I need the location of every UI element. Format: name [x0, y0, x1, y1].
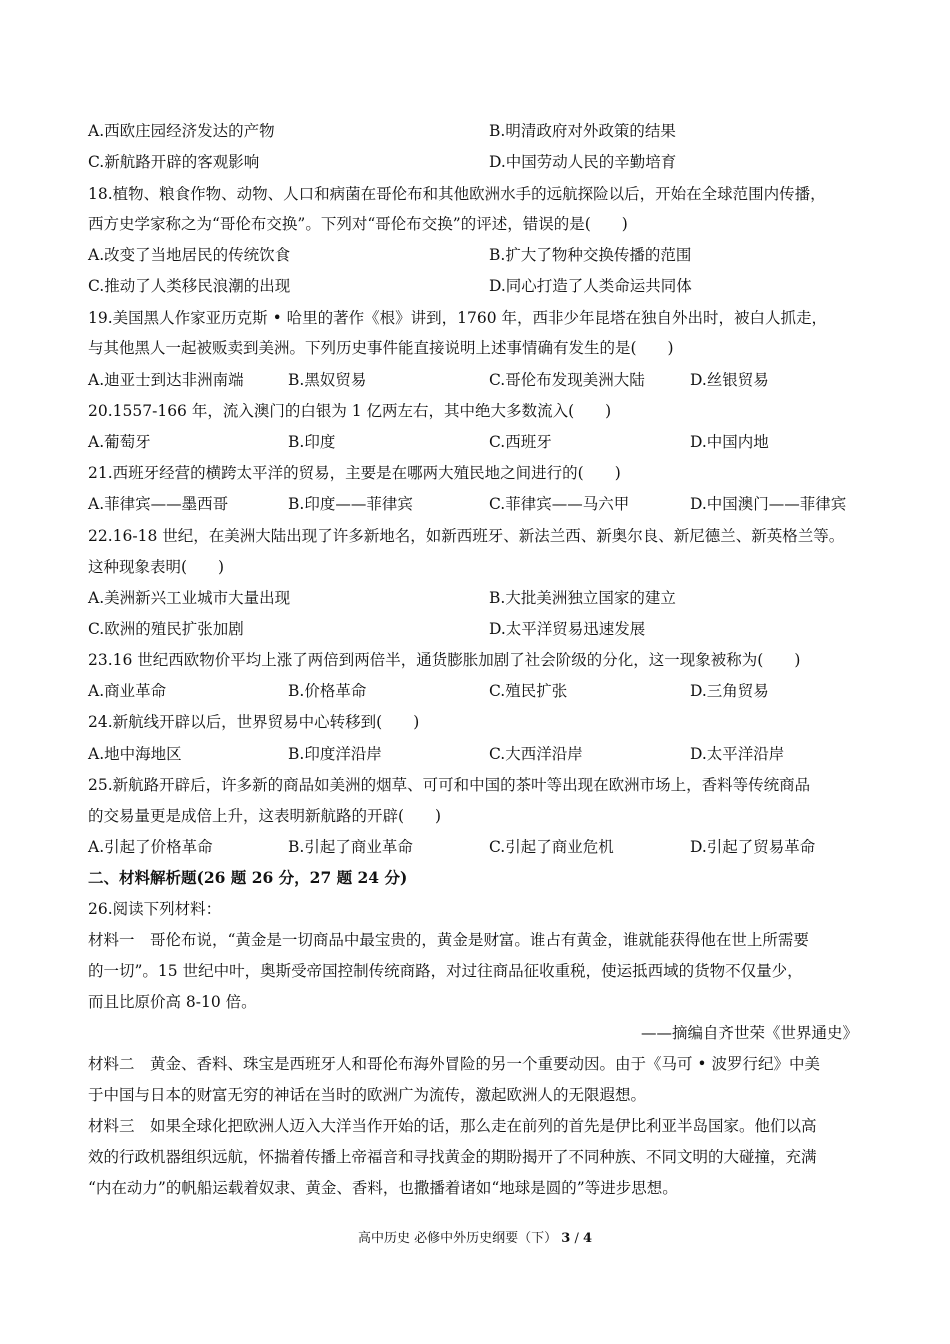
- footer-title: 高中历史 必修中外历史纲要（下）: [357, 1231, 558, 1246]
- q20-option-a: A.葡萄牙: [88, 433, 151, 451]
- q23-option-b: B.价格革命: [288, 682, 367, 700]
- q19-option-c: C.哥伦布发现美洲大陆: [489, 371, 645, 389]
- q18-option-a: A.改变了当地居民的传统饮食: [88, 246, 291, 264]
- q26-material1-line1: 材料一 哥伦布说，“黄金是一切商品中最宝贵的，黄金是财富。谁占有黄金，谁就能获得他在世上所需要: [88, 931, 809, 949]
- q24-option-a: A.地中海地区: [88, 745, 182, 763]
- q19-stem-line2: 与其他黑人一起被贩卖到美洲。下列历史事件能直接说明上述事情确有发生的是( ): [88, 339, 674, 357]
- q25-option-a: A.引起了价格革命: [88, 838, 213, 856]
- q18-option-c: C.推动了人类移民浪潮的出现: [88, 277, 291, 295]
- q18-stem-line2: 西方史学家称之为“哥伦布交换”。下列对“哥伦布交换”的评述，错误的是( ): [88, 215, 628, 233]
- q26-intro: 26.阅读下列材料：: [88, 900, 222, 918]
- q26-material1-line3: 而且比原价高 8-10 倍。: [88, 993, 257, 1011]
- q26-material2-line2: 于中国与日本的财富无穷的神话在当时的欧洲广为流传，激起欧洲人的无限遐想。: [88, 1086, 647, 1104]
- q20-option-c: C.西班牙: [489, 433, 552, 451]
- q22-option-c: C.欧洲的殖民扩张加剧: [88, 620, 244, 638]
- q25-option-d: D.引起了贸易革命: [690, 838, 816, 856]
- q19-option-a: A.迪亚士到达非洲南端: [88, 371, 244, 389]
- page-separator: /: [570, 1231, 583, 1246]
- q19-option-d: D.丝银贸易: [690, 371, 769, 389]
- q22-stem-line1: 22.16-18 世纪，在美洲大陆出现了许多新地名，如新西班牙、新法兰西、新奥尔良、新尼德兰、新英格兰等。: [88, 527, 845, 545]
- page-total: 4: [582, 1231, 593, 1246]
- q19-option-b: B.黑奴贸易: [288, 371, 367, 389]
- q21-option-a: A.菲律宾——墨西哥: [88, 495, 229, 513]
- section-heading: 二、材料解析题(26 题 26 分，27 题 24 分): [88, 868, 408, 887]
- q21-option-d: D.中国澳门——菲律宾: [690, 495, 847, 513]
- q26-material3-line1: 材料三 如果全球化把欧洲人迈入大洋当作开始的话，那么走在前列的首先是伊比利亚半岛国家。他们以高: [88, 1117, 817, 1135]
- q20-stem: 20.1557-166 年，流入澳门的白银为 1 亿两左右，其中绝大多数流入( ): [88, 402, 612, 420]
- q25-stem-line2: 的交易量更是成倍上升，这表明新航路的开辟( ): [88, 807, 442, 825]
- q26-material2-line1: 材料二 黄金、香料、珠宝是西班牙人和哥伦布海外冒险的另一个重要动因。由于《马可 • 波罗行纪》中美: [88, 1055, 821, 1073]
- q26-material1-source: ——摘编自齐世荣《世界通史》: [640, 1024, 858, 1042]
- q26-material3-line3: “内在动力”的帆船运载着奴隶、黄金、香料，也撒播着诸如“地球是圆的”等进步思想。: [88, 1179, 678, 1197]
- q19-stem-line1: 19.美国黑人作家亚历克斯 • 哈里的著作《根》讲到，1760 年，西非少年昆塔在独自外出时，被白人抓走，: [88, 309, 828, 327]
- q20-option-d: D.中国内地: [690, 433, 769, 451]
- q17-option-c: C.新航路开辟的客观影响: [88, 153, 260, 171]
- page-footer: [0, 1227, 950, 1246]
- q21-option-c: C.菲律宾——马六甲: [489, 495, 630, 513]
- q21-stem: 21.西班牙经营的横跨太平洋的贸易，主要是在哪两大殖民地之间进行的( ): [88, 464, 621, 482]
- q22-option-d: D.太平洋贸易迅速发展: [489, 620, 646, 638]
- q17-option-b: B.明清政府对外政策的结果: [489, 122, 676, 140]
- q25-option-c: C.引起了商业危机: [489, 838, 614, 856]
- q18-option-d: D.同心打造了人类命运共同体: [489, 277, 692, 295]
- q25-option-b: B.引起了商业革命: [288, 838, 413, 856]
- q23-option-d: D.三角贸易: [690, 682, 769, 700]
- q17-option-a: A.西欧庄园经济发达的产物: [88, 122, 275, 140]
- q23-option-c: C.殖民扩张: [489, 682, 568, 700]
- q23-stem: 23.16 世纪西欧物价平均上涨了两倍到两倍半，通货膨胀加剧了社会阶级的分化，这一现象被称为( ): [88, 651, 801, 669]
- q21-option-b: B.印度——菲律宾: [288, 495, 413, 513]
- q20-option-b: B.印度: [288, 433, 336, 451]
- q22-stem-line2: 这种现象表明( ): [88, 558, 225, 576]
- q18-stem-line1: 18.植物、粮食作物、动物、人口和病菌在哥伦布和其他欧洲水手的远航探险以后，开始在全球范围内传播，: [88, 185, 826, 203]
- q26-material1-line2: 的一切”。15 世纪中叶，奥斯受帝国控制传统商路，对过往商品征收重税，使运抵西域的货物不仅量少，: [88, 962, 803, 980]
- q23-option-a: A.商业革命: [88, 682, 167, 700]
- q24-stem: 24.新航线开辟以后，世界贸易中心转移到( ): [88, 713, 420, 731]
- q26-material3-line2: 效的行政机器组织远航，怀揣着传播上帝福音和寻找黄金的期盼揭开了不同种族、不同文明的大碰撞，充满: [88, 1148, 817, 1166]
- q18-option-b: B.扩大了物种交换传播的范围: [489, 246, 692, 264]
- q22-option-a: A.美洲新兴工业城市大量出现: [88, 589, 291, 607]
- q25-stem-line1: 25.新航路开辟后，许多新的商品如美洲的烟草、可可和中国的茶叶等出现在欧洲市场上，香料等传统商品: [88, 776, 811, 794]
- q22-option-b: B.大批美洲独立国家的建立: [489, 589, 676, 607]
- q17-option-d: D.中国劳动人民的辛勤培育: [489, 153, 677, 171]
- page-number: 3: [561, 1231, 571, 1246]
- q24-option-d: D.太平洋沿岸: [690, 745, 785, 763]
- q24-option-c: C.大西洋沿岸: [489, 745, 583, 763]
- q24-option-b: B.印度洋沿岸: [288, 745, 382, 763]
